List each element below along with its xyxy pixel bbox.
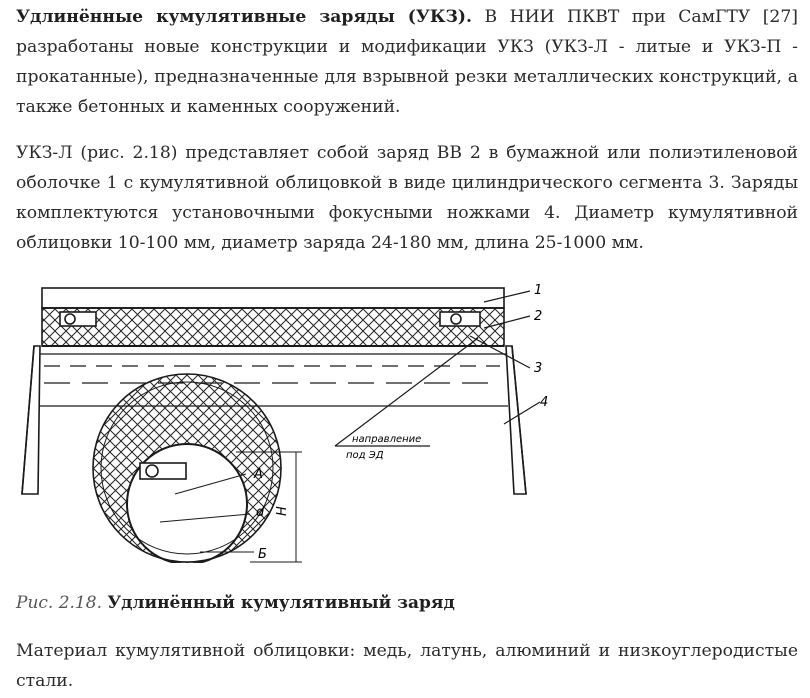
paragraph-intro-text: В НИИ ПКВТ при СамГТУ [27] разработаны новые конструкции и модификации УКЗ (УКЗ-Л - литые и УКЗ-П - прокатанные), предназначенные для взрывной резки металлических конструкций, а также бетонных и каменных сооружений.	[16, 7, 798, 117]
caption-number: Рис. 2.18.	[16, 593, 102, 613]
label-direction-2: под ЭД	[346, 450, 384, 461]
label-3: 3	[534, 361, 543, 376]
label-H: H	[275, 506, 290, 516]
label-A: A	[254, 467, 263, 482]
caption-title: Удлинённый кумулятивный заряд	[107, 593, 455, 613]
label-B: Б	[258, 547, 267, 562]
label-direction-1: направление	[352, 434, 422, 445]
label-1: 1	[534, 283, 543, 298]
paragraph-materials: Материал кумулятивной облицовки: медь, латунь, алюминий и низкоуглеродистые стали.	[16, 641, 798, 691]
paragraph-intro	[16, 2, 798, 122]
paragraph-description: УКЗ-Л (рис. 2.18) представляет собой заряд ВВ 2 в бумажной или полиэтиленовой оболочке 1 с кумулятивной облицовкой в виде цилиндрического сегмента 3. Заряды комплектуются установочными фокусными ножками 4. Диаметр кумулятивной облицовки 10-100 мм, диаметр заряда 24-180 мм, длина 25-1000 мм.	[16, 143, 798, 253]
figure-caption	[16, 588, 455, 618]
paragraph-intro-lead: Удлинённые кумулятивные заряды (УКЗ).	[16, 7, 473, 27]
label-d: d	[256, 505, 265, 520]
label-2: 2	[534, 309, 543, 324]
label-4: 4	[540, 395, 549, 410]
cross-section	[60, 356, 320, 576]
figure-charge-drawing	[0, 276, 810, 576]
